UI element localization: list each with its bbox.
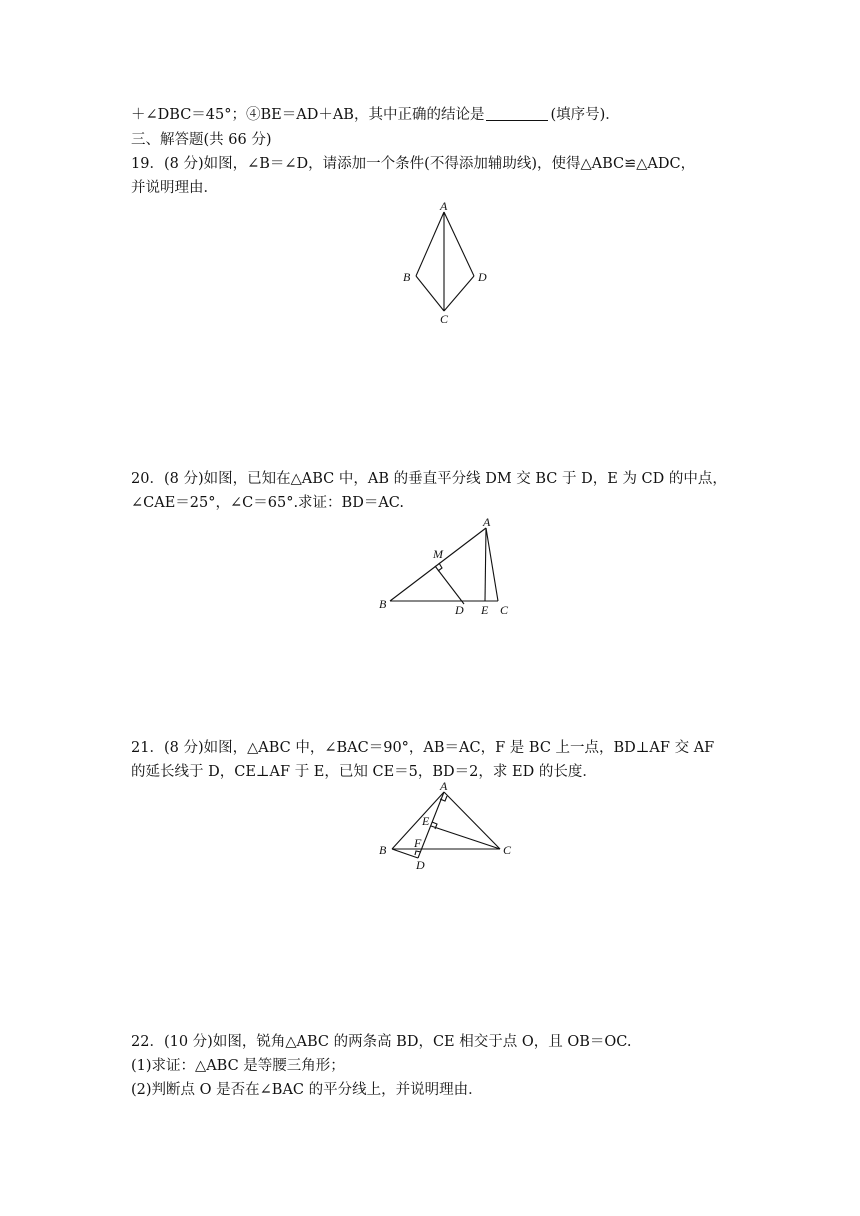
- q21-label-c: C: [503, 843, 512, 857]
- q22-line1: 22．(10 分)如图，锐角△ABC 的两条高 BD，CE 相交于点 O，且 OB＝OC.: [131, 1034, 632, 1050]
- q20-label-c: C: [500, 603, 509, 617]
- q21-label-d: D: [416, 858, 425, 872]
- q20-label-m: M: [433, 547, 443, 561]
- q19-line2: 并说明理由．: [131, 180, 218, 196]
- q21-triangle: [392, 792, 500, 858]
- intro-text-b: (填序号)．: [550, 107, 620, 123]
- q20-label-d: D: [455, 603, 464, 617]
- q19-label-c: C: [440, 312, 449, 326]
- q19-label-a: A: [440, 199, 448, 213]
- q19-line1: 19．(8 分)如图，∠B＝∠D，请添加一个条件(不得添加辅助线)，使得△ABC≌△ADC，: [131, 156, 696, 172]
- q20-label-a: A: [483, 515, 491, 529]
- q21-label-f: F: [414, 836, 422, 850]
- q21-line2: 的延长线于 D，CE⊥AF 于 E，已知 CE＝5，BD＝2，求 ED 的长度．: [131, 764, 597, 780]
- q22-line3: (2)判断点 O 是否在∠BAC 的平分线上，并说明理由．: [131, 1082, 483, 1098]
- q20-line2: ∠CAE＝25°，∠C＝65°.求证：BD＝AC.: [131, 495, 404, 511]
- intro-text-a: ＋∠DBC＝45°；④BE＝AD＋AB，其中正确的结论是: [131, 107, 485, 123]
- q22-line2: (1)求证：△ABC 是等腰三角形；: [131, 1058, 345, 1074]
- q20-label-e: E: [481, 603, 489, 617]
- q19-label-d: D: [478, 270, 487, 284]
- section-title: 三、解答题(共 66 分): [131, 132, 272, 148]
- q19-label-b: B: [403, 270, 411, 284]
- q21-line1: 21．(8 分)如图，△ABC 中，∠BAC＝90°，AB＝AC，F 是 BC 上一点，BD⊥AF 交 AF: [131, 740, 715, 756]
- q21-label-e: E: [422, 814, 430, 828]
- q20-line1: 20．(8 分)如图，已知在△ABC 中，AB 的垂直平分线 DM 交 BC 于 D，E 为 CD 的中点，: [131, 471, 727, 487]
- q21-label-a: A: [440, 779, 448, 793]
- q20-label-b: B: [379, 597, 387, 611]
- q21-label-b: B: [379, 843, 387, 857]
